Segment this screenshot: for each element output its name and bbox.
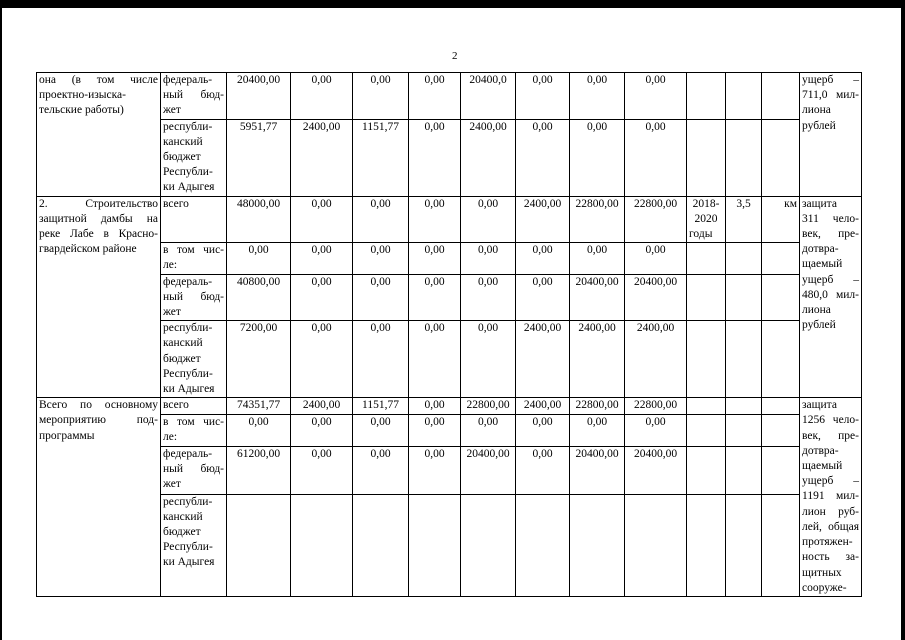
amount-cell: 0,00 xyxy=(461,321,516,398)
amount-cell: 1151,77 xyxy=(353,119,409,196)
amount-cell: 2400,00 xyxy=(291,398,353,415)
amount-cell: 61200,00 xyxy=(227,446,291,494)
budget-source-label-line: ки Адыгея xyxy=(163,383,215,396)
amount-cell: 0,00 xyxy=(353,73,409,120)
amount-cell: 0,00 xyxy=(516,414,570,446)
section-title-line: мероприятию под- xyxy=(39,414,158,427)
budget-source-label-line: республи- xyxy=(163,322,213,335)
section-title-line: 2. Строительство xyxy=(39,197,158,210)
amount-cell: 0,00 xyxy=(516,73,570,120)
amount-cell: 20400,00 xyxy=(625,274,687,321)
amount-cell: 0,00 xyxy=(409,414,461,446)
amount-cell: 0,00 xyxy=(516,243,570,274)
section-title-line: тельские работы) xyxy=(39,104,124,117)
scan-border-right xyxy=(901,8,905,640)
implementation-period xyxy=(687,119,726,196)
table-row xyxy=(37,414,862,446)
expected-result-line: протяжен- xyxy=(802,536,853,549)
amount-cell: 0,00 xyxy=(291,414,353,446)
amount-cell: 0,00 xyxy=(409,274,461,321)
amount-cell: 0,00 xyxy=(291,274,353,321)
section-title-line: гвардейском районе xyxy=(39,243,137,256)
amount-cell: 5951,77 xyxy=(227,119,291,196)
amount-cell: 22800,00 xyxy=(461,398,516,415)
capacity-value xyxy=(726,494,762,596)
section-title xyxy=(37,73,161,197)
budget-source-label-line: республи- xyxy=(163,120,213,133)
section-title-line: она (в том числе xyxy=(39,74,158,86)
amount-cell: 0,00 xyxy=(409,446,461,494)
budget-table xyxy=(36,72,862,597)
expected-result-line: лиона xyxy=(802,304,831,317)
capacity-value xyxy=(726,414,762,446)
amount-cell: 0,00 xyxy=(409,321,461,398)
budget-source-label-line: канский xyxy=(163,337,203,350)
capacity-unit xyxy=(762,274,800,321)
amount-cell: 0,00 xyxy=(409,398,461,415)
amount-cell: 7200,00 xyxy=(227,321,291,398)
amount-cell xyxy=(516,494,570,596)
budget-source-label xyxy=(161,73,227,120)
capacity-value xyxy=(726,119,762,196)
expected-result-line: сооруже- xyxy=(802,581,847,594)
capacity-value xyxy=(726,446,762,494)
budget-source-label-line: в том чис- xyxy=(163,244,224,257)
implementation-period xyxy=(687,414,726,446)
amount-cell xyxy=(461,494,516,596)
budget-source-label-line: федераль- xyxy=(163,447,213,460)
budget-source-label xyxy=(161,119,227,196)
budget-source-label xyxy=(161,494,227,596)
expected-result-line: рублей xyxy=(802,119,836,132)
amount-cell: 2400,00 xyxy=(291,119,353,196)
expected-result-line: лиона xyxy=(802,104,831,117)
amount-cell: 0,00 xyxy=(516,446,570,494)
table-row xyxy=(37,274,862,321)
budget-source-label-line: ле: xyxy=(163,259,178,272)
implementation-period-line: 2018- xyxy=(692,197,720,210)
table-row xyxy=(37,321,862,398)
section-title-line: программы xyxy=(39,429,95,442)
budget-source-label-line: ный бюд- xyxy=(163,290,224,303)
amount-cell: 0,00 xyxy=(570,243,625,274)
implementation-period xyxy=(687,494,726,596)
scan-border-left xyxy=(0,8,2,640)
amount-cell: 2400,00 xyxy=(625,321,687,398)
expected-result-line: лион руб- xyxy=(802,505,859,518)
amount-cell: 0,00 xyxy=(516,274,570,321)
amount-cell: 0,00 xyxy=(353,274,409,321)
budget-source-label xyxy=(161,321,227,398)
capacity-value xyxy=(726,398,762,415)
budget-source-label xyxy=(161,196,227,243)
expected-result-line: защита xyxy=(802,399,837,412)
table-row xyxy=(37,73,862,120)
expected-result-line: ущерб – xyxy=(802,74,859,86)
expected-result-line: ущерб – xyxy=(802,475,859,488)
budget-source-label-line: жет xyxy=(163,306,181,319)
amount-cell: 48000,00 xyxy=(227,196,291,243)
budget-source-label xyxy=(161,414,227,446)
implementation-period xyxy=(687,196,726,243)
amount-cell: 0,00 xyxy=(570,73,625,120)
amount-cell: 20400,0 xyxy=(461,73,516,120)
amount-cell: 0,00 xyxy=(353,321,409,398)
capacity-value xyxy=(726,73,762,120)
amount-cell: 22800,00 xyxy=(570,398,625,415)
amount-cell: 0,00 xyxy=(291,321,353,398)
expected-result-line: 711,0 мил- xyxy=(802,89,859,102)
implementation-period-line: годы xyxy=(689,228,713,241)
implementation-period-line: 2020 xyxy=(694,212,718,225)
table-row xyxy=(37,398,862,415)
budget-source-label-line: бюджет xyxy=(163,352,201,365)
budget-source-label xyxy=(161,398,227,415)
capacity-unit xyxy=(762,446,800,494)
capacity-unit xyxy=(762,73,800,120)
expected-result-line: дотвра- xyxy=(802,444,839,457)
budget-source-label-line: Республи- xyxy=(163,541,213,554)
section-title-line: реке Лабе в Красно- xyxy=(39,228,158,241)
capacity-value xyxy=(726,274,762,321)
capacity-unit xyxy=(762,321,800,398)
section-title xyxy=(37,196,161,398)
amount-cell: 2400,00 xyxy=(516,398,570,415)
amount-cell: 22800,00 xyxy=(625,398,687,415)
capacity-unit xyxy=(762,494,800,596)
amount-cell: 20400,00 xyxy=(625,446,687,494)
budget-source-label-line: федераль- xyxy=(163,275,213,288)
amount-cell: 0,00 xyxy=(625,414,687,446)
amount-cell: 0,00 xyxy=(353,196,409,243)
budget-source-label xyxy=(161,446,227,494)
amount-cell: 0,00 xyxy=(570,119,625,196)
amount-cell: 0,00 xyxy=(353,414,409,446)
implementation-period xyxy=(687,446,726,494)
expected-result-line: ущерб – xyxy=(802,273,859,286)
amount-cell: 0,00 xyxy=(461,414,516,446)
amount-cell xyxy=(227,494,291,596)
amount-cell: 0,00 xyxy=(227,243,291,274)
capacity-value: 3,5 xyxy=(726,196,762,243)
amount-cell: 20400,00 xyxy=(461,446,516,494)
capacity-value xyxy=(726,243,762,274)
amount-cell xyxy=(291,494,353,596)
budget-source-label-line: ный бюд- xyxy=(163,463,224,476)
scan-border-top xyxy=(0,0,905,8)
amount-cell: 2400,00 xyxy=(570,321,625,398)
amount-cell: 0,00 xyxy=(625,119,687,196)
capacity-unit xyxy=(762,414,800,446)
amount-cell: 0,00 xyxy=(409,73,461,120)
amount-cell: 0,00 xyxy=(409,243,461,274)
expected-result-line: 1191 мил- xyxy=(802,490,859,503)
amount-cell: 0,00 xyxy=(461,196,516,243)
budget-source-label-line: всего xyxy=(163,197,189,210)
capacity-unit xyxy=(762,119,800,196)
budget-source-label-line: ле: xyxy=(163,431,178,444)
section-title-line: проектно-изыска- xyxy=(39,89,126,102)
amount-cell: 20400,00 xyxy=(570,274,625,321)
capacity-unit xyxy=(762,243,800,274)
table-row xyxy=(37,243,862,274)
section-title-line: защитной дамбы на xyxy=(39,212,158,225)
expected-result-line: лей, общая xyxy=(802,520,859,533)
amount-cell: 2400,00 xyxy=(461,119,516,196)
expected-result-line: ность за- xyxy=(802,551,859,564)
amount-cell: 2400,00 xyxy=(516,196,570,243)
table-row xyxy=(37,196,862,243)
budget-source-label-line: Республи- xyxy=(163,166,213,179)
expected-result-line: щитных xyxy=(802,566,842,579)
implementation-period xyxy=(687,398,726,415)
expected-result-line: 480,0 мил- xyxy=(802,288,859,301)
amount-cell: 0,00 xyxy=(570,414,625,446)
table-row xyxy=(37,446,862,494)
capacity-value xyxy=(726,321,762,398)
amount-cell xyxy=(570,494,625,596)
capacity-unit: км xyxy=(762,196,800,243)
expected-result-line: рублей xyxy=(802,319,836,332)
amount-cell: 22800,00 xyxy=(625,196,687,243)
expected-result-line: век, пре- xyxy=(802,228,859,241)
amount-cell xyxy=(625,494,687,596)
expected-result-line: 1256 чело- xyxy=(802,414,859,427)
amount-cell: 0,00 xyxy=(353,446,409,494)
capacity-unit xyxy=(762,398,800,415)
section-title xyxy=(37,398,161,597)
budget-source-label-line: Республи- xyxy=(163,367,213,380)
amount-cell: 0,00 xyxy=(461,274,516,321)
budget-source-label-line: ки Адыгея xyxy=(163,556,215,569)
amount-cell: 74351,77 xyxy=(227,398,291,415)
budget-source-label xyxy=(161,243,227,274)
amount-cell: 40800,00 xyxy=(227,274,291,321)
amount-cell: 1151,77 xyxy=(353,398,409,415)
section-title-line: Всего по основному xyxy=(39,399,158,412)
budget-source-label-line: канский xyxy=(163,135,203,148)
budget-source-label-line: всего xyxy=(163,399,189,412)
expected-result-line: защита xyxy=(802,197,837,210)
expected-result-line: век, пре- xyxy=(802,429,859,442)
expected-result xyxy=(800,73,862,197)
implementation-period xyxy=(687,243,726,274)
amount-cell: 0,00 xyxy=(409,119,461,196)
amount-cell: 0,00 xyxy=(291,73,353,120)
expected-result xyxy=(800,398,862,597)
budget-source-label-line: в том чис- xyxy=(163,415,224,428)
expected-result-line: 311 чело- xyxy=(802,212,859,225)
budget-source-label xyxy=(161,274,227,321)
expected-result-line: щаемый xyxy=(802,460,843,473)
amount-cell: 0,00 xyxy=(516,119,570,196)
amount-cell: 0,00 xyxy=(227,414,291,446)
amount-cell: 0,00 xyxy=(409,196,461,243)
table-row xyxy=(37,119,862,196)
amount-cell: 0,00 xyxy=(291,446,353,494)
amount-cell: 20400,00 xyxy=(227,73,291,120)
table-row xyxy=(37,494,862,596)
budget-source-label-line: жет xyxy=(163,104,181,117)
page-number: 2 xyxy=(452,50,458,62)
amount-cell: 0,00 xyxy=(353,243,409,274)
budget-source-label-line: ный бюд- xyxy=(163,89,224,102)
expected-result xyxy=(800,196,862,398)
amount-cell xyxy=(353,494,409,596)
amount-cell: 0,00 xyxy=(291,196,353,243)
amount-cell: 0,00 xyxy=(625,73,687,120)
implementation-period xyxy=(687,321,726,398)
expected-result-line: щаемый xyxy=(802,258,843,271)
amount-cell: 0,00 xyxy=(461,243,516,274)
table-body xyxy=(37,73,862,597)
implementation-period xyxy=(687,73,726,120)
expected-result-line: дотвра- xyxy=(802,243,839,256)
amount-cell: 2400,00 xyxy=(516,321,570,398)
amount-cell xyxy=(409,494,461,596)
budget-source-label-line: жет xyxy=(163,478,181,491)
amount-cell: 0,00 xyxy=(625,243,687,274)
budget-source-label-line: республи- xyxy=(163,495,213,508)
amount-cell: 22800,00 xyxy=(570,196,625,243)
budget-source-label-line: ки Адыгея xyxy=(163,181,215,194)
implementation-period xyxy=(687,274,726,321)
amount-cell: 20400,00 xyxy=(570,446,625,494)
budget-source-label-line: канский xyxy=(163,510,203,523)
amount-cell: 0,00 xyxy=(291,243,353,274)
budget-source-label-line: бюджет xyxy=(163,151,201,164)
budget-source-label-line: бюджет xyxy=(163,526,201,538)
budget-source-label-line: федераль- xyxy=(163,74,213,86)
